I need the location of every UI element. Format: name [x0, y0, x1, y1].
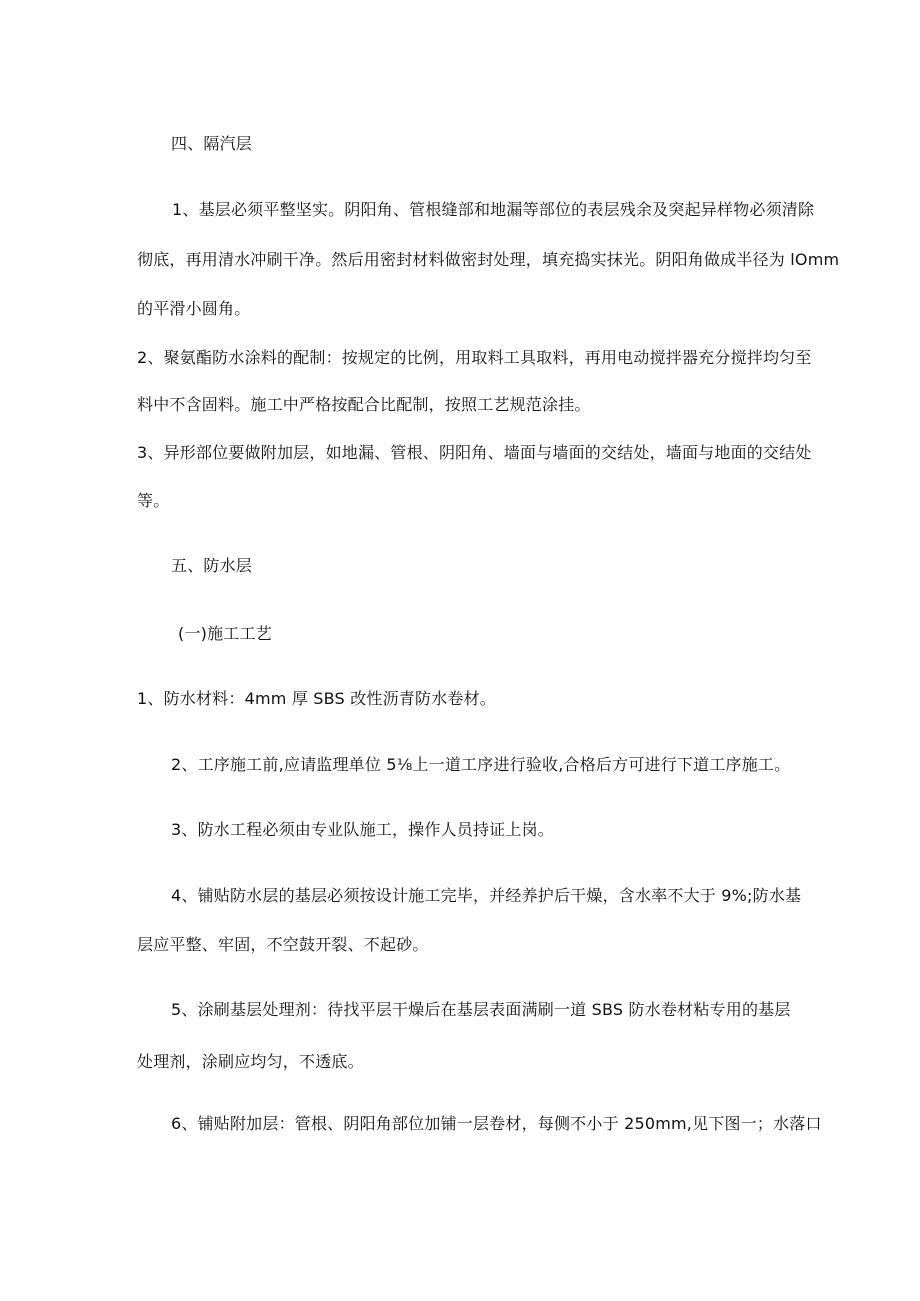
section-5-item-5-line-1: 5、涂刷基层处理剂：待找平层干燥后在基层表面满刷一道 SBS 防水卷材粘专用的基层	[171, 1000, 791, 1019]
section-5-item-4-line-2: 层应平整、牢固，不空鼓开裂、不起砂。	[137, 935, 429, 954]
section-5-subheading: (一)施工工艺	[178, 624, 272, 643]
section-4-para-1-line-2: 彻底，再用清水冲刷干净。然后用密封材料做密封处理，填充捣实抹光。阴阳角做成半径为 lOmm	[137, 250, 840, 269]
section-4-para-1-line-3: 的平滑小圆角。	[137, 299, 251, 318]
section-4-para-3-line-1: 3、异形部位要做附加层，如地漏、管根、阴阳角、墙面与墙面的交结处，墙面与地面的交结处	[137, 443, 812, 462]
section-5-item-6-line-1: 6、铺贴附加层：管根、阴阳角部位加铺一层卷材，每侧不小于 250mm,见下图一；水落口	[171, 1114, 822, 1133]
section-4-para-1-line-1: 1、基层必须平整坚实。阴阳角、管根缝部和地漏等部位的表层残余及突起异样物必须清除	[172, 200, 815, 219]
section-5-item-4-line-1: 4、铺贴防水层的基层必须按设计施工完毕，并经养护后干燥，含水率不大于 9%;防水基	[171, 886, 802, 905]
section-4-para-2-line-2: 料中不含固料。施工中严格按配合比配制，按照工艺规范涂挂。	[137, 395, 591, 414]
section-4-para-3-line-2: 等。	[137, 491, 170, 510]
section-4-heading: 四、隔汽层	[171, 134, 253, 153]
section-5-item-1: 1、防水材料：4mm 厚 SBS 改性沥青防水卷材。	[137, 689, 496, 708]
section-5-item-2: 2、工序施工前,应请监理单位 5⅛上一道工序进行验收,合格后方可进行下道工序施工。	[171, 755, 791, 774]
section-5-item-3: 3、防水工程必须由专业队施工，操作人员持证上岗。	[171, 820, 554, 839]
section-5-heading: 五、防水层	[171, 556, 253, 575]
section-5-item-5-line-2: 处理剂，涂刷应均匀，不透底。	[137, 1052, 364, 1071]
section-4-para-2-line-1: 2、聚氨酯防水涂料的配制：按规定的比例，用取料工具取料，再用电动搅拌器充分搅拌均匀至	[137, 348, 812, 367]
